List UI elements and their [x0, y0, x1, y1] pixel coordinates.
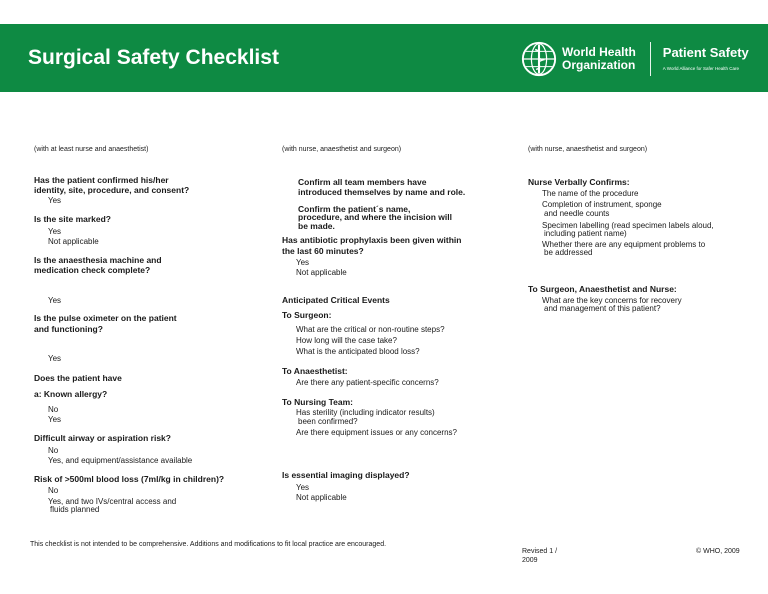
confirm-team-line1: Confirm all team members have: [298, 177, 427, 187]
a-allergy-yes: Yes: [48, 415, 62, 424]
a-blood-no: No: [48, 486, 59, 495]
col2-subtitle: (with nurse, anaesthetist and surgeon): [282, 146, 402, 153]
q-confirm-line1: Has the patient confirmed his/her: [34, 175, 169, 185]
a-airway-no: No: [48, 446, 59, 455]
footer-revised-line1: Revised 1 /: [522, 548, 558, 555]
q-machine-line1: Is the anaesthesia machine and: [34, 255, 162, 265]
who-logo: [520, 40, 749, 78]
to-anaesthetist: To Anaesthetist:: [282, 366, 348, 376]
q-confirm-line2: identity, site, procedure, and consent?: [34, 185, 190, 195]
a-site-yes: Yes: [48, 227, 62, 236]
nurse-item-2-line2: and needle counts: [544, 209, 610, 218]
nurse-item-1: The name of the procedure: [542, 189, 639, 198]
to-surgeon: To Surgeon:: [282, 310, 332, 320]
confirm-name-line3: be made.: [298, 221, 335, 231]
nurse-item-3-line2: including patient name): [544, 229, 627, 238]
q-oximeter-line2: and functioning?: [34, 324, 103, 334]
a-antibiotic-na: Not applicable: [296, 268, 347, 277]
q-imaging: Is essential imaging displayed?: [282, 470, 410, 480]
q-allergy: a: Known allergy?: [34, 389, 108, 399]
nursing-q1-line2: been confirmed?: [298, 417, 358, 426]
a-machine-yes: Yes: [48, 296, 62, 305]
footer-revised-line2: 2009: [522, 557, 538, 564]
a-antibiotic-yes: Yes: [296, 258, 310, 267]
confirm-name-line2: procedure, and where the incision will: [298, 212, 452, 222]
nurse-item-2-line1: Completion of instrument, sponge: [542, 200, 662, 209]
confirm-name-line1: Confirm the patient´s name,: [298, 204, 411, 214]
footer-copyright: © WHO, 2009: [696, 548, 740, 555]
a-blood-yes-line1: Yes, and two IVs/central access and: [48, 497, 177, 506]
q-site: Is the site marked?: [34, 214, 112, 224]
a-confirm-yes: Yes: [48, 196, 62, 205]
a-allergy-no: No: [48, 405, 59, 414]
logo-divider: [650, 42, 651, 76]
all-q1-line2: and management of this patient?: [544, 304, 661, 313]
nursing-q2: Are there equipment issues or any concerns?: [296, 428, 457, 437]
q-blood: Risk of >500ml blood loss (7ml/kg in children)?: [34, 474, 225, 484]
patient-safety-logo: [663, 46, 749, 72]
nurse-item-4-line1: Whether there are any equipment problems to: [542, 240, 706, 249]
q-airway: Difficult airway or aspiration risk?: [34, 433, 171, 443]
col3-subtitle: (with nurse, anaesthetist and surgeon): [528, 146, 648, 153]
a-blood-yes-line2: fluids planned: [50, 505, 100, 514]
surgeon-q2: How long will the case take?: [296, 336, 397, 345]
confirm-team-line2: introduced themselves by name and role.: [298, 187, 466, 197]
to-nursing: To Nursing Team:: [282, 397, 353, 407]
page-title: Surgical Safety Checklist: [28, 46, 279, 69]
a-oximeter-yes: Yes: [48, 354, 62, 363]
nurse-item-4-line2: be addressed: [544, 248, 593, 257]
surgeon-q3: What is the anticipated blood loss?: [296, 347, 420, 356]
header-banner: [0, 24, 768, 92]
who-name-line1: World Health: [562, 45, 636, 59]
q-antibiotic-line2: the last 60 minutes?: [282, 246, 364, 256]
events-heading: Anticipated Critical Events: [282, 295, 390, 305]
q-patient-have: Does the patient have: [34, 373, 122, 383]
col1-subtitle: (with at least nurse and anaesthetist): [34, 146, 149, 153]
q-antibiotic-line1: Has antibiotic prophylaxis been given within: [282, 235, 462, 245]
program-title: Patient Safety: [662, 45, 749, 60]
nurse-confirms: Nurse Verbally Confirms:: [528, 177, 630, 187]
all-q1-line1: What are the key concerns for recovery: [542, 296, 682, 305]
anaesthetist-q1: Are there any patient-specific concerns?: [296, 378, 439, 387]
program-subtitle: A World Alliance for Safer Health Care: [662, 66, 739, 71]
a-site-na: Not applicable: [48, 237, 99, 246]
q-machine-line2: medication check complete?: [34, 265, 151, 275]
to-all-team: To Surgeon, Anaesthetist and Nurse:: [528, 284, 677, 294]
nurse-item-3-line1: Specimen labelling (read specimen labels aloud,: [542, 221, 714, 230]
surgeon-q1: What are the critical or non-routine steps?: [296, 325, 445, 334]
who-emblem-icon: [520, 40, 558, 78]
a-imaging-na: Not applicable: [296, 493, 347, 502]
a-imaging-yes: Yes: [296, 483, 310, 492]
nursing-q1-line1: Has sterility (including indicator results): [296, 408, 435, 417]
q-oximeter-line1: Is the pulse oximeter on the patient: [34, 313, 177, 323]
who-name-line2: Organization: [562, 58, 636, 72]
footer-disclaimer: This checklist is not intended to be comprehensive. Additions and modifications to fit local practice are encouraged.: [30, 541, 387, 548]
a-airway-yes: Yes, and equipment/assistance available: [48, 456, 193, 465]
who-name: [562, 46, 636, 72]
